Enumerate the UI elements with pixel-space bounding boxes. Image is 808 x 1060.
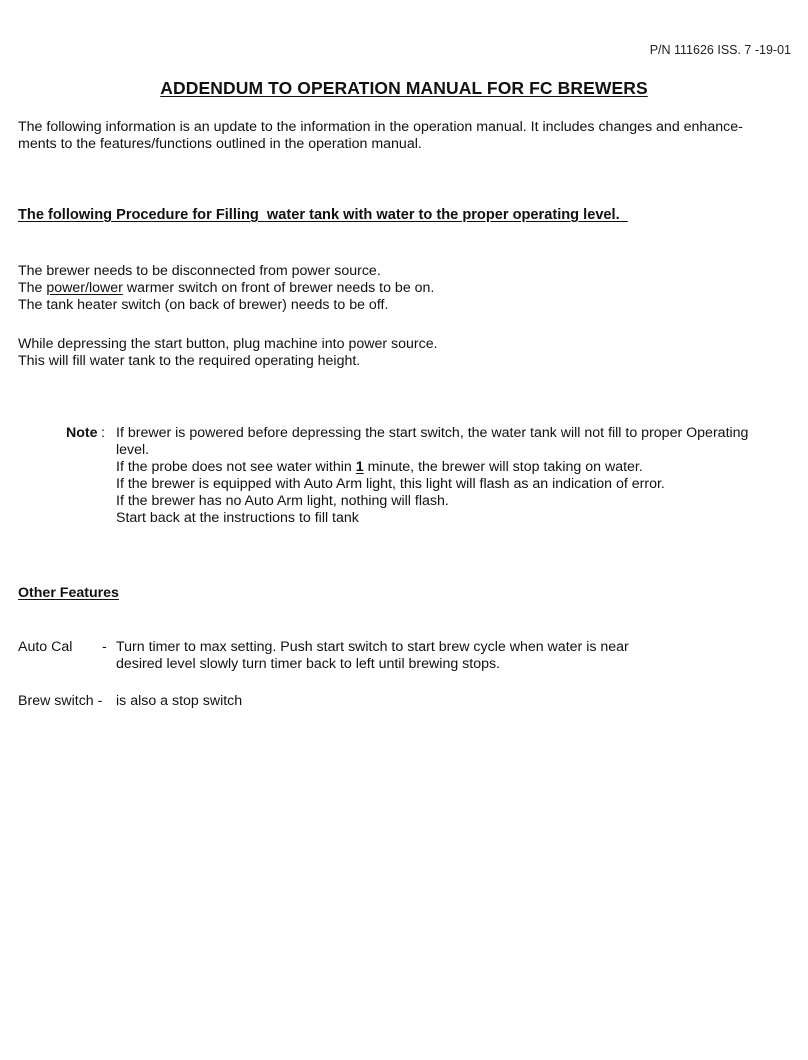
minute-count: 1 (355, 459, 364, 475)
auto-cal-label: Auto Cal (18, 639, 73, 655)
note-body (116, 425, 748, 527)
procedure-heading: The following Procedure for Filling water tank with water to the proper operating level. (18, 207, 628, 223)
text-span: minute, the brewer will stop taking on water. (363, 459, 643, 475)
part-number: P/N 111626 ISS. 7 -19-01 (649, 43, 791, 57)
note-line: Start back at the instructions to fill tank (116, 510, 359, 526)
note-line: If brewer is powered before depressing the start switch, the water tank will not fill to proper Operating (116, 425, 749, 441)
note-colon: : (101, 425, 105, 441)
feature-line: desired level slowly turn timer back to left until brewing stops. (116, 656, 501, 672)
intro-line: ments to the features/functions outlined in the operation manual. (18, 136, 422, 152)
auto-cal-dash: - (102, 639, 107, 655)
note-line: level. (116, 442, 150, 458)
brew-switch-label: Brew switch - (18, 693, 103, 709)
procedure-line: This will fill water tank to the required operating height. (18, 353, 361, 369)
document-title: ADDENDUM TO OPERATION MANUAL FOR FC BREWERS (160, 78, 648, 98)
text-span: If the probe does not see water within (116, 459, 356, 475)
note-line (116, 459, 748, 476)
intro-paragraph (18, 119, 793, 153)
procedure-steps (18, 263, 434, 314)
text-span: warmer switch on front of brewer needs to be on. (122, 280, 435, 296)
power-lower-term: power/lower (46, 280, 123, 296)
procedure-line: The tank heater switch (on back of brewer) needs to be off. (18, 297, 389, 313)
auto-cal-description (116, 639, 629, 673)
note-line: If the brewer is equipped with Auto Arm light, this light will flash as an indication of error. (116, 476, 665, 492)
other-features-heading: Other Features (18, 585, 119, 601)
brew-switch-description: is also a stop switch (116, 693, 243, 709)
procedure-line: While depressing the start button, plug machine into power source. (18, 336, 438, 352)
procedure-fill-steps (18, 336, 438, 370)
procedure-line: The brewer needs to be disconnected from power source. (18, 263, 381, 279)
feature-line: Turn timer to max setting. Push start switch to start brew cycle when water is near (116, 639, 629, 655)
procedure-line (18, 280, 434, 297)
text-span: The (18, 280, 47, 296)
note-label: Note (66, 425, 98, 441)
intro-line: The following information is an update to the information in the operation manual. It includes changes and enhance- (18, 119, 743, 135)
note-line: If the brewer has no Auto Arm light, nothing will flash. (116, 493, 449, 509)
